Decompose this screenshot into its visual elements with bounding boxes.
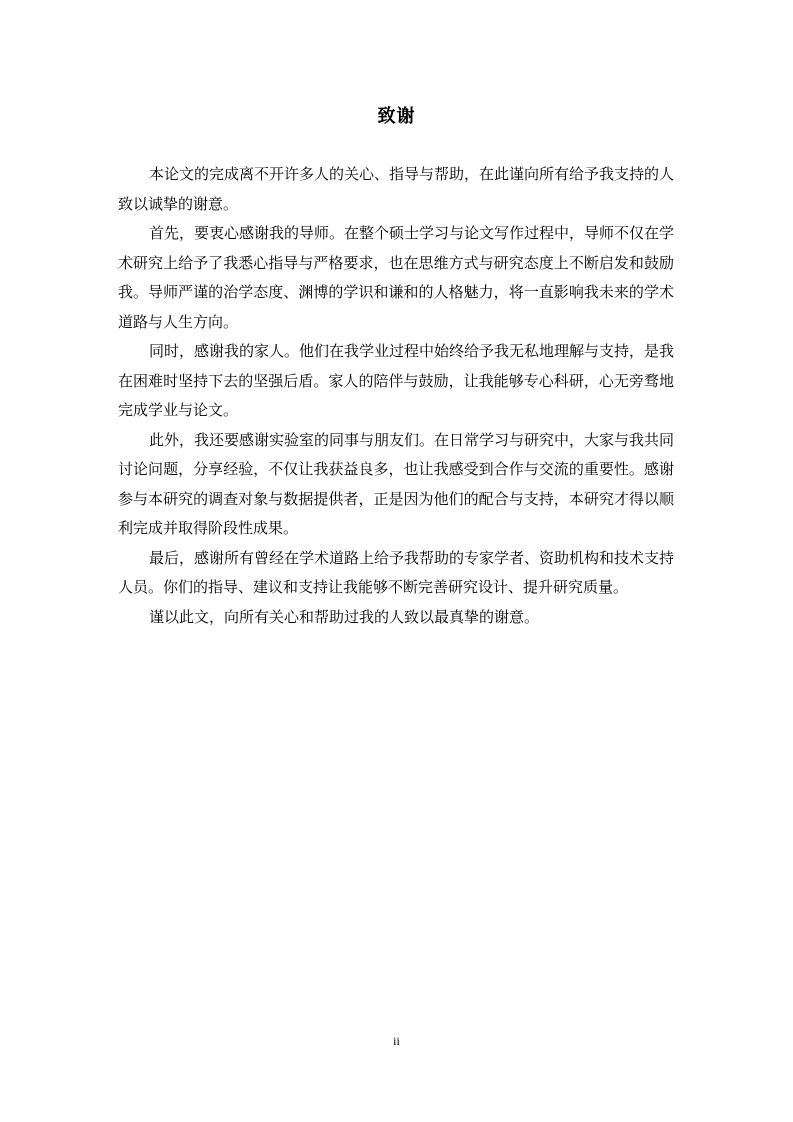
paragraph-intro: 本论文的完成离不开许多人的关心、指导与帮助，在此谨向所有给予我支持的人致以诚挚的谢意。 — [118, 165, 675, 213]
paragraph-colleagues: 此外，我还要感谢实验室的同事与朋友们。在日常学习与研究中，大家与我共同讨论问题，分享经验，不仅让我获益良多，也让我感受到合作与交流的重要性。感谢参与本研究的调查对象与数据提供者，正是因为他们的配合与支持，本研究才得以顺利完成并取得阶段性成果。 — [118, 430, 675, 537]
page-number: ii — [393, 1034, 400, 1048]
acknowledgement-body — [118, 160, 674, 632]
paragraph-advisor: 首先，要衷心感谢我的导师。在整个硕士学习与论文写作过程中，导师不仅在学术研究上给予了我悉心指导与严格要求，也在思维方式与研究态度上不断启发和鼓励我。导师严谨的治学态度、渊博的学识和谦和的人格魅力，将一直影响我未来的学术道路与人生方向。 — [118, 224, 675, 331]
page-title: 致谢 — [377, 106, 416, 127]
paragraph-closing: 谨以此文，向所有关心和帮助过我的人致以最真挚的谢意。 — [149, 607, 540, 626]
paragraph-experts: 最后，感谢所有曾经在学术道路上给予我帮助的专家学者、资助机构和技术支持人员。你们的指导、建议和支持让我能够不断完善研究设计、提升研究质量。 — [118, 548, 675, 596]
paragraph-family: 同时，感谢我的家人。他们在我学业过程中始终给予我无私地理解与支持，是我在困难时坚持下去的坚强后盾。家人的陪伴与鼓励，让我能够专心科研，心无旁骛地完成学业与论文。 — [118, 342, 675, 419]
